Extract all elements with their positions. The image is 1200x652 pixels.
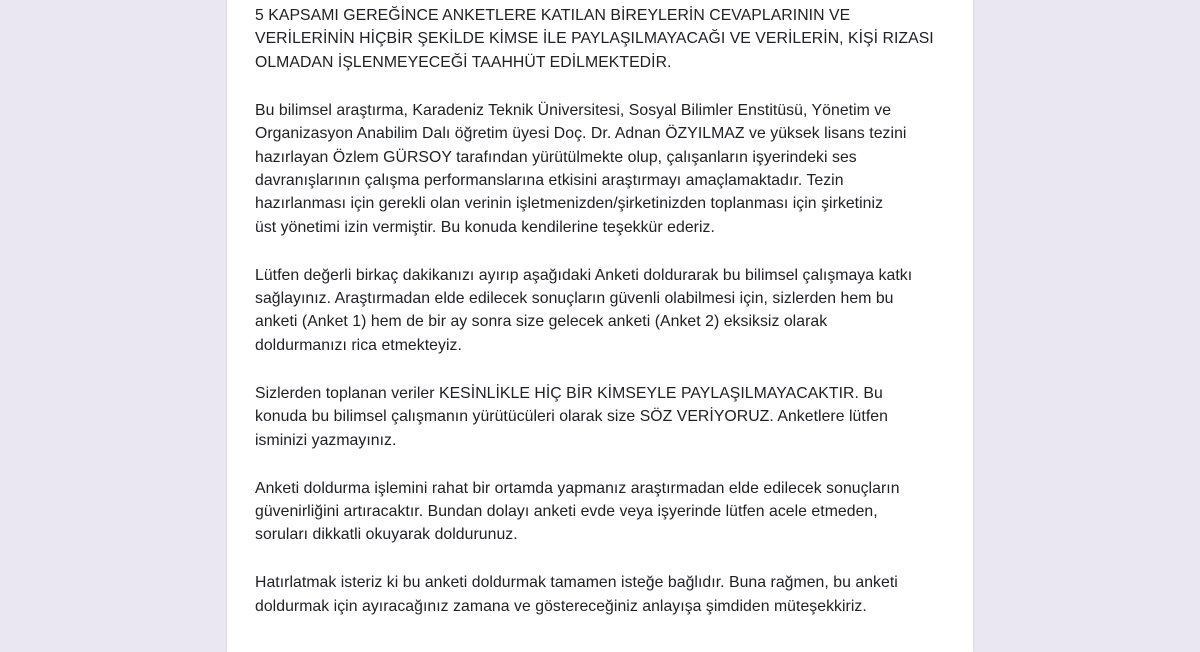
- description-paragraph: Lütfen değerli birkaç dakikanızı ayırıp aşağıdaki Anketi doldurarak bu bilimsel çalışmaya katkı sağlayınız. Araştırmadan elde edilecek sonuçların güvenli olabilmesi için, sizlerden hem bu anketi (Anket 1) hem de bir ay sonra size gelecek anketi (Anket 2) eksiksiz olarak doldurmanızı rica etmekteyiz.: [255, 266, 913, 354]
- description-paragraph: Hatırlatmak isteriz ki bu anketi doldurmak tamamen isteğe bağlıdır. Buna rağmen, bu anketi doldurmak için ayıracağınız zamana ve göstereceğiniz anlayışa şimdiden müteşekkiriz.: [255, 574, 898, 615]
- description-paragraph: 5 KAPSAMI GEREĞİNCE ANKETLERE KATILAN BİREYLERİN CEVAPLARININ VE VERİLERİNİN HİÇBİR ŞEKİLDE KİMSE İLE PAYLAŞILMAYACAĞI VE VERİLERİN, KİŞİ RIZASI OLMADAN İŞLENMEYECEĞİ TAAHHÜT EDİLMEKTEDİR.: [255, 7, 934, 71]
- form-description-card: [227, 0, 973, 652]
- description-paragraph: Sizlerden toplanan veriler KESİNLİKLE HİÇ BİR KİMSEYLE PAYLAŞILMAYACAKTIR. Bu konuda bu bilimsel çalışmanın yürütücüleri olarak size SÖZ VERİYORUZ. Anketlere lütfen isminizi yazmayınız.: [255, 384, 888, 449]
- description-paragraph: Anketi doldurma işlemini rahat bir ortamda yapmanız araştırmadan elde edilecek sonuçların güvenirliğini artıracaktır. Bundan dolayı anketi evde veya işyerinde lütfen acele etmeden, soruları dikkatli okuyarak doldurunuz.: [255, 479, 900, 544]
- description-paragraph: Bu bilimsel araştırma, Karadeniz Teknik Üniversitesi, Sosyal Bilimler Enstitüsü, Yönetim ve Organizasyon Anabilim Dalı öğretim üyesi Doç. Dr. Adnan ÖZYILMAZ ve yüksek lisans tezini hazırlayan Özlem GÜRSOY tarafından yürütülmekte olup, çalışanların işyerindeki ses davranışlarının çalışma performanslarına etkisini araştırmayı amaçlamaktadır. Tezin hazırlanması için gerekli olan verinin işletmenizden/şirketinizden toplanması için şirketiniz üst yönetimi izin vermiştir. Bu konuda kendilerine teşekkür ederiz.: [255, 101, 907, 236]
